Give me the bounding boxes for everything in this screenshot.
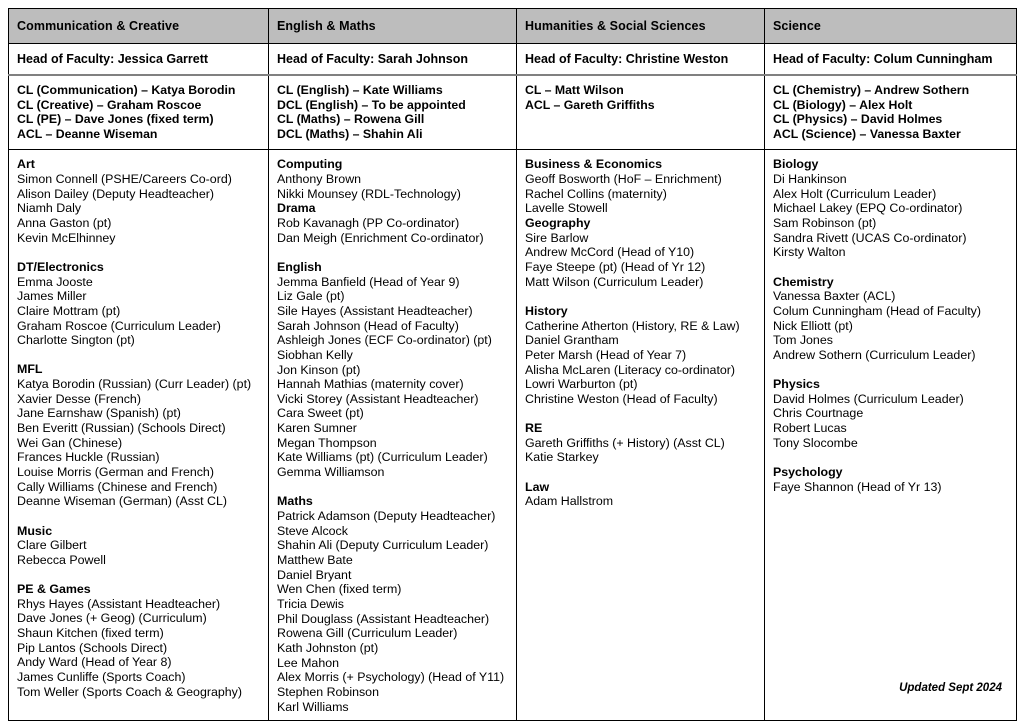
staff-line: Xavier Desse (French) (17, 391, 141, 406)
subject-title: Music (17, 523, 53, 538)
staff-line: Cally Williams (Chinese and French) (17, 479, 218, 494)
curriculum-leaders-humanities-social-sciences (517, 75, 765, 150)
leadership-line: CL (Creative) – Graham Roscoe (17, 97, 202, 112)
subject-group (17, 524, 268, 568)
staff-line: Karen Sumner (277, 421, 357, 436)
leadership-line: CL (PE) – Dave Jones (fixed term) (17, 112, 214, 127)
subject-title: MFL (17, 362, 43, 377)
staff-line: Lee Mahon (277, 655, 340, 670)
staff-line: Sarah Johnson (Head of Faculty) (277, 318, 459, 333)
staff-line: Deanne Wiseman (German) (Asst CL) (17, 494, 228, 509)
subject-group (17, 157, 268, 245)
staff-line: Anthony Brown (277, 172, 362, 187)
faculty-header-english-maths: English & Maths (269, 9, 517, 44)
subject-title: Law (525, 479, 550, 494)
staff-line: Charlotte Sington (pt) (17, 333, 135, 348)
head-of-faculty-communication-creative: Head of Faculty: Jessica Garrett (9, 44, 269, 76)
staff-line: Emma Jooste (17, 274, 93, 289)
head-of-faculty-science: Head of Faculty: Colum Cunningham (765, 44, 1017, 76)
subject-staff-communication-creative (9, 150, 269, 721)
curriculum-leaders-english-maths (269, 75, 517, 150)
staff-line: Faye Steepe (pt) (Head of Yr 12) (525, 259, 706, 274)
leadership-line: CL (Physics) – David Holmes (773, 112, 943, 127)
staff-line: Simon Connell (PSHE/Careers Co-ord) (17, 172, 232, 187)
staff-line: Shahin Ali (Deputy Curriculum Leader) (277, 538, 489, 553)
subject-title: Psychology (773, 464, 843, 479)
staff-line: Dave Jones (+ Geog) (Curriculum) (17, 611, 207, 626)
subject-title: Chemistry (773, 274, 834, 289)
leadership-line: CL (Communication) – Katya Borodin (17, 83, 236, 97)
subject-title: Computing (277, 157, 343, 172)
subject-title: Geography (525, 216, 591, 230)
curriculum-leaders-communication-creative (9, 75, 269, 150)
staff-line: Daniel Bryant (277, 567, 352, 582)
staff-line: Clare Gilbert (17, 538, 87, 553)
faculty-header-humanities-social-sciences: Humanities & Social Sciences (517, 9, 765, 44)
staff-line: Jon Kinson (pt) (277, 362, 361, 377)
faculty-header-row (9, 9, 1017, 44)
faculty-header-science: Science (765, 9, 1017, 44)
staff-line: Sile Hayes (Assistant Headteacher) (277, 303, 473, 318)
staff-line: Andrew McCord (Head of Y10) (525, 245, 695, 260)
leadership-line: CL (Maths) – Rowena Gill (277, 112, 425, 127)
staff-line: Ashleigh Jones (ECF Co-ordinator) (pt) (277, 333, 492, 348)
staff-line: Gemma Williamson (277, 465, 385, 480)
staff-line: Kirsty Walton (773, 245, 846, 260)
staff-line: Matthew Bate (277, 552, 353, 567)
subject-title: History (525, 303, 568, 318)
staff-line: Hannah Mathias (maternity cover) (277, 377, 464, 392)
staff-line: Siobhan Kelly (277, 347, 353, 362)
staff-line: Frances Huckle (Russian) (17, 450, 160, 465)
subject-title: Maths (277, 494, 313, 509)
faculty-staff-table (8, 8, 1017, 721)
staff-line: David Holmes (Curriculum Leader) (773, 391, 964, 406)
leadership-line: CL – Matt Wilson (525, 83, 624, 97)
leadership-line: CL (English) – Kate Williams (277, 83, 443, 97)
subject-group (277, 494, 516, 714)
staff-line: Rebecca Powell (17, 552, 106, 567)
subject-group (525, 216, 764, 289)
staff-line: Tricia Dewis (277, 596, 345, 611)
staff-line: Liz Gale (pt) (277, 289, 345, 304)
staff-line: Tom Weller (Sports Coach & Geography) (17, 684, 242, 699)
staff-line: Niamh Daly (17, 201, 82, 216)
subject-group (525, 304, 764, 407)
staff-line: Adam Hallstrom (525, 494, 614, 509)
staff-line: Dan Meigh (Enrichment Co-ordinator) (277, 230, 484, 245)
staff-line: Rachel Collins (maternity) (525, 186, 667, 201)
subject-title: Business & Economics (525, 157, 663, 172)
staff-line: Ben Everitt (Russian) (Schools Direct) (17, 421, 226, 436)
subject-group (773, 377, 1016, 450)
head-of-faculty-humanities-social-sciences: Head of Faculty: Christine Weston (517, 44, 765, 76)
staff-line: Kath Johnston (pt) (277, 640, 379, 655)
staff-line: Andrew Sothern (Curriculum Leader) (773, 347, 976, 362)
staff-line: Michael Lakey (EPQ Co-ordinator) (773, 201, 963, 216)
staff-line: Patrick Adamson (Deputy Headteacher) (277, 509, 496, 523)
leadership-line: ACL – Gareth Griffiths (525, 97, 655, 112)
updated-note: Updated Sept 2024 (899, 682, 1002, 694)
subject-title: Physics (773, 377, 820, 392)
staff-line: Wen Chen (fixed term) (277, 582, 402, 597)
staff-line: Chris Courtnage (773, 406, 864, 421)
staff-line: Pip Lantos (Schools Direct) (17, 640, 168, 655)
staff-line: Megan Thompson (277, 435, 377, 450)
subject-title: Biology (773, 157, 819, 172)
staff-line: Gareth Griffiths (+ History) (Asst CL) (525, 435, 725, 450)
subject-group (525, 157, 764, 216)
staff-line: Wei Gan (Chinese) (17, 435, 123, 450)
subject-group (277, 201, 516, 245)
staff-line: Jemma Banfield (Head of Year 9) (277, 274, 460, 289)
staff-line: Katie Starkey (525, 450, 599, 465)
curriculum-leaders-row (9, 75, 1017, 150)
staff-line: Sire Barlow (525, 230, 589, 245)
staff-line: Cara Sweet (pt) (277, 406, 364, 421)
staff-line: Claire Mottram (pt) (17, 303, 121, 318)
subject-group (525, 480, 764, 509)
staff-line: Katya Borodin (Russian) (Curr Leader) (pt) (17, 377, 252, 392)
subject-staff-humanities-social-sciences (517, 150, 765, 721)
staff-line: Colum Cunningham (Head of Faculty) (773, 303, 981, 318)
subject-group (17, 362, 268, 509)
staff-line: Kate Williams (pt) (Curriculum Leader) (277, 450, 488, 465)
subject-staff-row (9, 150, 1017, 721)
staff-line: Stephen Robinson (277, 684, 379, 699)
subject-group (17, 582, 268, 699)
curriculum-leaders-science (765, 75, 1017, 150)
staff-line: Alison Dailey (Deputy Headteacher) (17, 186, 214, 201)
staff-line: Vicki Storey (Assistant Headteacher) (277, 391, 479, 406)
subject-group (773, 157, 1016, 260)
staff-line: Sandra Rivett (UCAS Co-ordinator) (773, 230, 967, 245)
staff-line: Rowena Gill (Curriculum Leader) (277, 626, 458, 641)
leadership-line: ACL – Deanne Wiseman (17, 126, 158, 141)
subject-title: RE (525, 421, 543, 436)
staff-line: Alisha McLaren (Literacy co-ordinator) (525, 362, 736, 377)
staff-line: Anna Gaston (pt) (17, 216, 112, 230)
subject-title: Art (17, 157, 35, 172)
staff-line: Daniel Grantham (525, 333, 619, 348)
staff-line: Geoff Bosworth (HoF – Enrichment) (525, 172, 722, 187)
leadership-line: DCL (Maths) – Shahin Ali (277, 126, 423, 141)
staff-line: Faye Shannon (Head of Yr 13) (773, 479, 942, 494)
staff-line: Graham Roscoe (Curriculum Leader) (17, 318, 221, 333)
subject-group (277, 157, 516, 201)
subject-staff-english-maths (269, 150, 517, 721)
staff-line: Jane Earnshaw (Spanish) (pt) (17, 406, 181, 421)
faculty-header-communication-creative: Communication & Creative (9, 9, 269, 44)
leadership-line: DCL (English) – To be appointed (277, 97, 466, 112)
staff-line: Alex Morris (+ Psychology) (Head of Y11) (277, 670, 505, 685)
staff-line: Rob Kavanagh (PP Co-ordinator) (277, 216, 460, 230)
subject-group (17, 260, 268, 348)
staff-line: Karl Williams (277, 699, 349, 714)
staff-line: Shaun Kitchen (fixed term) (17, 626, 164, 641)
staff-line: Alex Holt (Curriculum Leader) (773, 186, 937, 201)
staff-line: Lowri Warburton (pt) (525, 377, 638, 392)
staff-line: Vanessa Baxter (ACL) (773, 289, 896, 304)
leadership-line: CL (Chemistry) – Andrew Sothern (773, 83, 970, 97)
staff-line: Phil Douglass (Assistant Headteacher) (277, 611, 490, 626)
staff-line: James Cunliffe (Sports Coach) (17, 670, 186, 685)
subject-title: PE & Games (17, 582, 91, 597)
subject-staff-science (765, 150, 1017, 721)
staff-line: Catherine Atherton (History, RE & Law) (525, 318, 740, 333)
staff-line: James Miller (17, 289, 87, 304)
staff-line: Lavelle Stowell (525, 201, 608, 216)
head-of-faculty-english-maths: Head of Faculty: Sarah Johnson (269, 44, 517, 76)
subject-title: DT/Electronics (17, 259, 104, 274)
subject-group (525, 421, 764, 465)
staff-line: Steve Alcock (277, 523, 348, 538)
staff-line: Sam Robinson (pt) (773, 216, 877, 230)
staff-line: Christine Weston (Head of Faculty) (525, 391, 718, 406)
subject-group (773, 275, 1016, 363)
subject-title: Drama (277, 201, 316, 216)
staff-line: Peter Marsh (Head of Year 7) (525, 347, 687, 362)
staff-line: Louise Morris (German and French) (17, 465, 214, 480)
staff-line: Robert Lucas (773, 421, 847, 436)
subject-group (277, 260, 516, 480)
staff-line: Tom Jones (773, 333, 833, 348)
staff-line: Nikki Mounsey (RDL-Technology) (277, 186, 461, 201)
staff-line: Di Hankinson (773, 172, 847, 187)
leadership-line: ACL (Science) – Vanessa Baxter (773, 126, 961, 141)
leadership-line: CL (Biology) – Alex Holt (773, 97, 913, 112)
staff-line: Andy Ward (Head of Year 8) (17, 655, 172, 670)
staff-line: Rhys Hayes (Assistant Headteacher) (17, 596, 221, 611)
staff-line: Kevin McElhinney (17, 230, 116, 245)
subject-group (773, 465, 1016, 494)
subject-title: English (277, 259, 322, 274)
staff-line: Nick Elliott (pt) (773, 318, 853, 333)
staff-line: Matt Wilson (Curriculum Leader) (525, 274, 704, 289)
staff-line: Tony Slocombe (773, 435, 858, 450)
head-of-faculty-row (9, 44, 1017, 76)
